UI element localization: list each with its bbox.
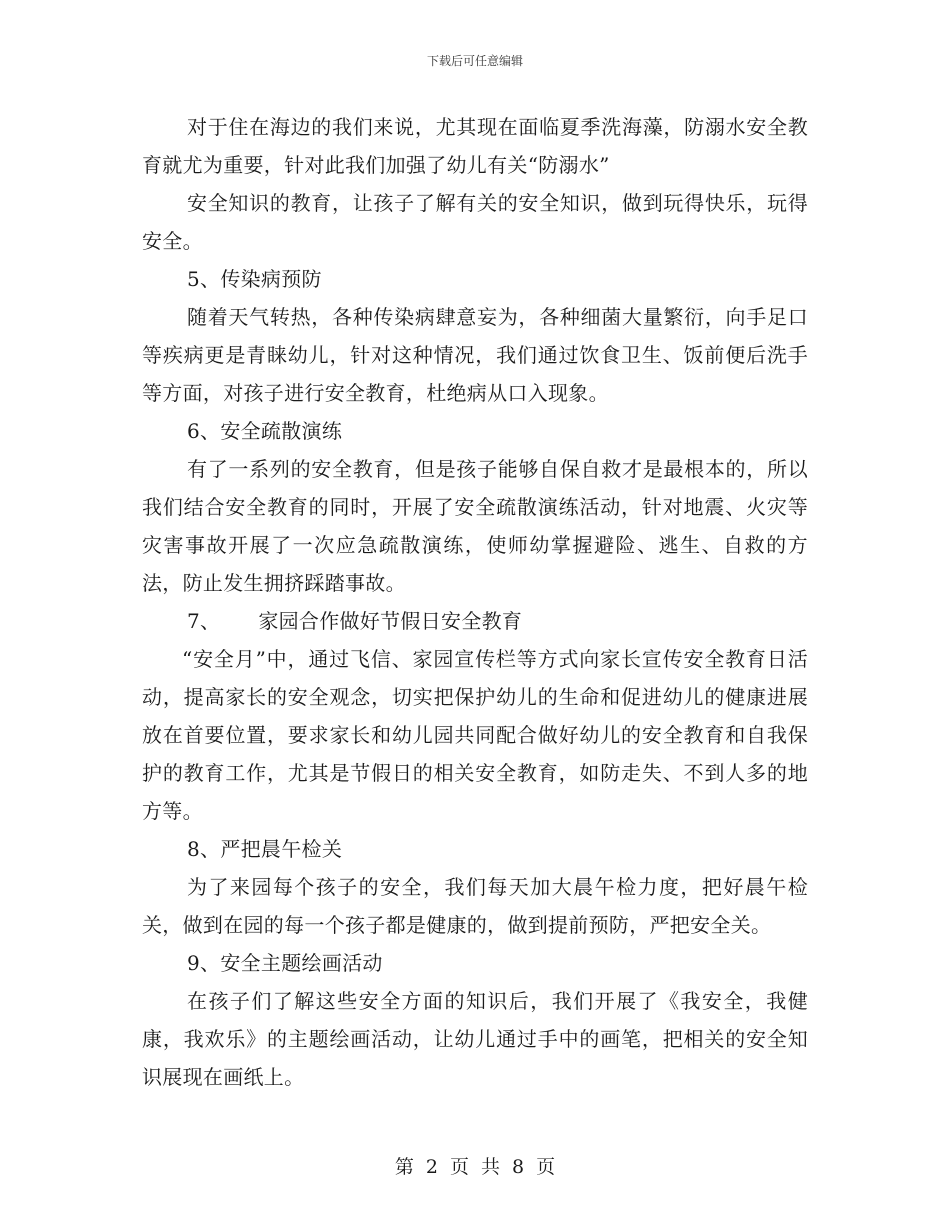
heading-health-check: 8、严把晨午检关 [187,837,343,861]
paragraph-health-check: 为了来园每个孩子的安全，我们每天加大晨午检力度，把好晨午检关，做到在园的每一个孩子都是健康的，做到提前预防，严把安全关。 [142,875,808,937]
paragraph-safety-knowledge: 安全知识的教育，让孩子了解有关的安全知识，做到玩得快乐，玩得安全。 [142,191,808,253]
paragraph-drawing-activity: 在孩子们了解这些安全方面的知识后，我们开展了《我安全，我健康，我欢乐》的主题绘画活动，让幼儿通过手中的画笔，把相关的安全知识展现在画纸上。 [142,989,808,1089]
page-header: 下载后可任意编辑 [426,54,523,68]
heading-evacuation-drill: 6、安全疏散演练 [187,419,343,443]
document-body [142,108,808,1096]
paragraph-evacuation-drill: 有了一系列的安全教育，但是孩子能够自保自救才是最根本的，所以我们结合安全教育的同时，开展了安全疏散演练活动，针对地震、火灾等灾害事故开展了一次应急疏散演练，使师幼掌握避险、逃生、自救的方法，防止发生拥挤踩踏事故。 [142,457,808,595]
page-number: 第 2 页 共 8 页 [394,1156,556,1178]
paragraph-drowning-safety: 对于住在海边的我们来说，尤其现在面临夏季洗海藻，防溺水安全教育就尤为重要，针对此我们加强了幼儿有关“防溺水” [142,115,808,177]
heading-disease-prevention: 5、传染病预防 [187,267,322,291]
heading-number: 7、 [187,609,221,633]
heading-home-school [142,602,808,640]
heading-drawing-activity: 9、安全主题绘画活动 [187,951,383,975]
paragraph-home-school: “安全月”中，通过飞信、家园宣传栏等方式向家长宣传安全教育日活动，提高家长的安全观念，切实把保护幼儿的生命和促进幼儿的健康进展放在首要位置，要求家长和幼儿园共同配合做好幼儿的安全教育和自我保护的教育工作，尤其是节假日的相关安全教育，如防走失、不到人多的地方等。 [142,647,808,823]
paragraph-disease-prevention: 随着天气转热，各种传染病肆意妄为，各种细菌大量繁衍，向手足口等疾病更是青睐幼儿，针对这种情况，我们通过饮食卫生、饭前便后洗手等方面，对孩子进行安全教育，杜绝病从口入现象。 [142,305,808,405]
heading-text: 家园合作做好节假日安全教育 [258,609,523,633]
